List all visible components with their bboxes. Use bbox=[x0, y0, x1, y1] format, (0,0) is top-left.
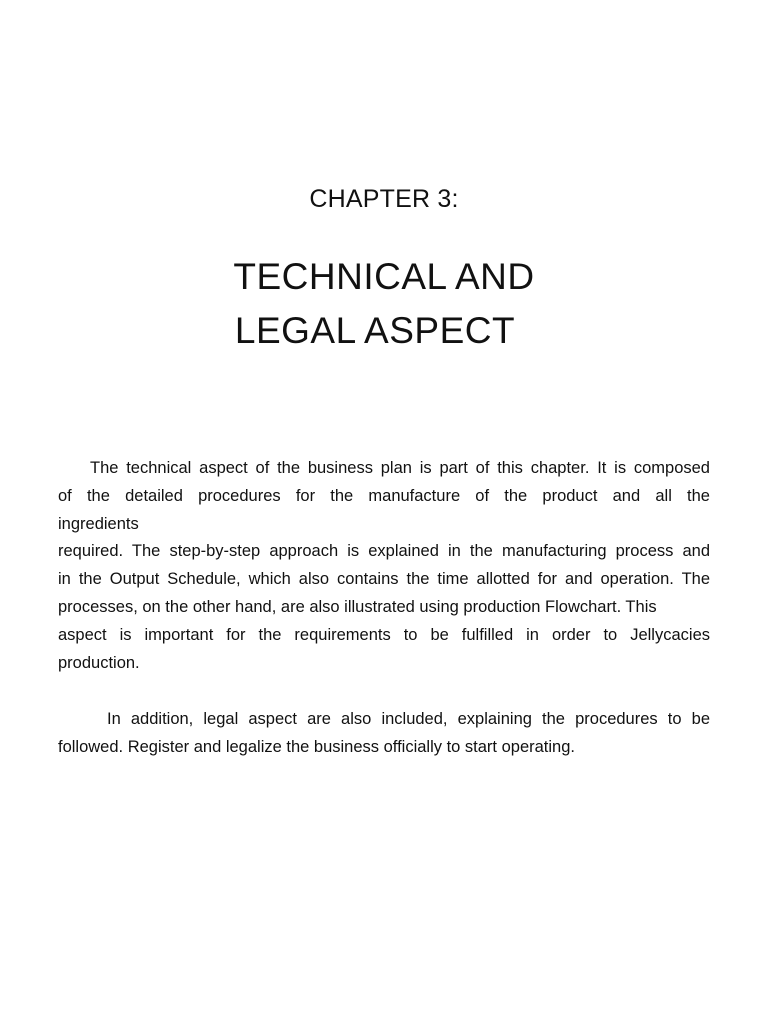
paragraph-line: in the Output Schedule, which also contains the time allotted for and operation. The bbox=[58, 570, 710, 589]
chapter-title bbox=[0, 250, 768, 358]
chapter-title-line-2: LEGAL ASPECT bbox=[234, 310, 516, 351]
paragraph-line: In addition, legal aspect are also included, explaining the procedures to be bbox=[107, 710, 710, 728]
paragraph-line: ingredients bbox=[58, 514, 139, 533]
paragraph-technical-aspect bbox=[58, 455, 710, 677]
paragraph-line: aspect is important for the requirements to be fulfilled in order to Jellycacies bbox=[58, 625, 710, 644]
chapter-title-line-1: TECHNICAL AND bbox=[233, 256, 535, 297]
paragraph-line: processes, on the other hand, are also illustrated using production Flowchart. This bbox=[58, 597, 657, 616]
paragraph-line: required. The step-by-step approach is explained in the manufacturing process and bbox=[58, 542, 710, 561]
paragraph-line: of the detailed procedures for the manufacture of the product and all the bbox=[58, 486, 710, 505]
paragraph-legal-aspect bbox=[58, 706, 710, 762]
paragraph-line: production. bbox=[58, 653, 140, 672]
paragraph-line: followed. Register and legalize the business officially to start operating. bbox=[58, 737, 575, 756]
paragraph-line: The technical aspect of the business plan is part of this chapter. It is composed bbox=[90, 459, 710, 477]
chapter-label: CHAPTER 3: bbox=[309, 185, 459, 213]
